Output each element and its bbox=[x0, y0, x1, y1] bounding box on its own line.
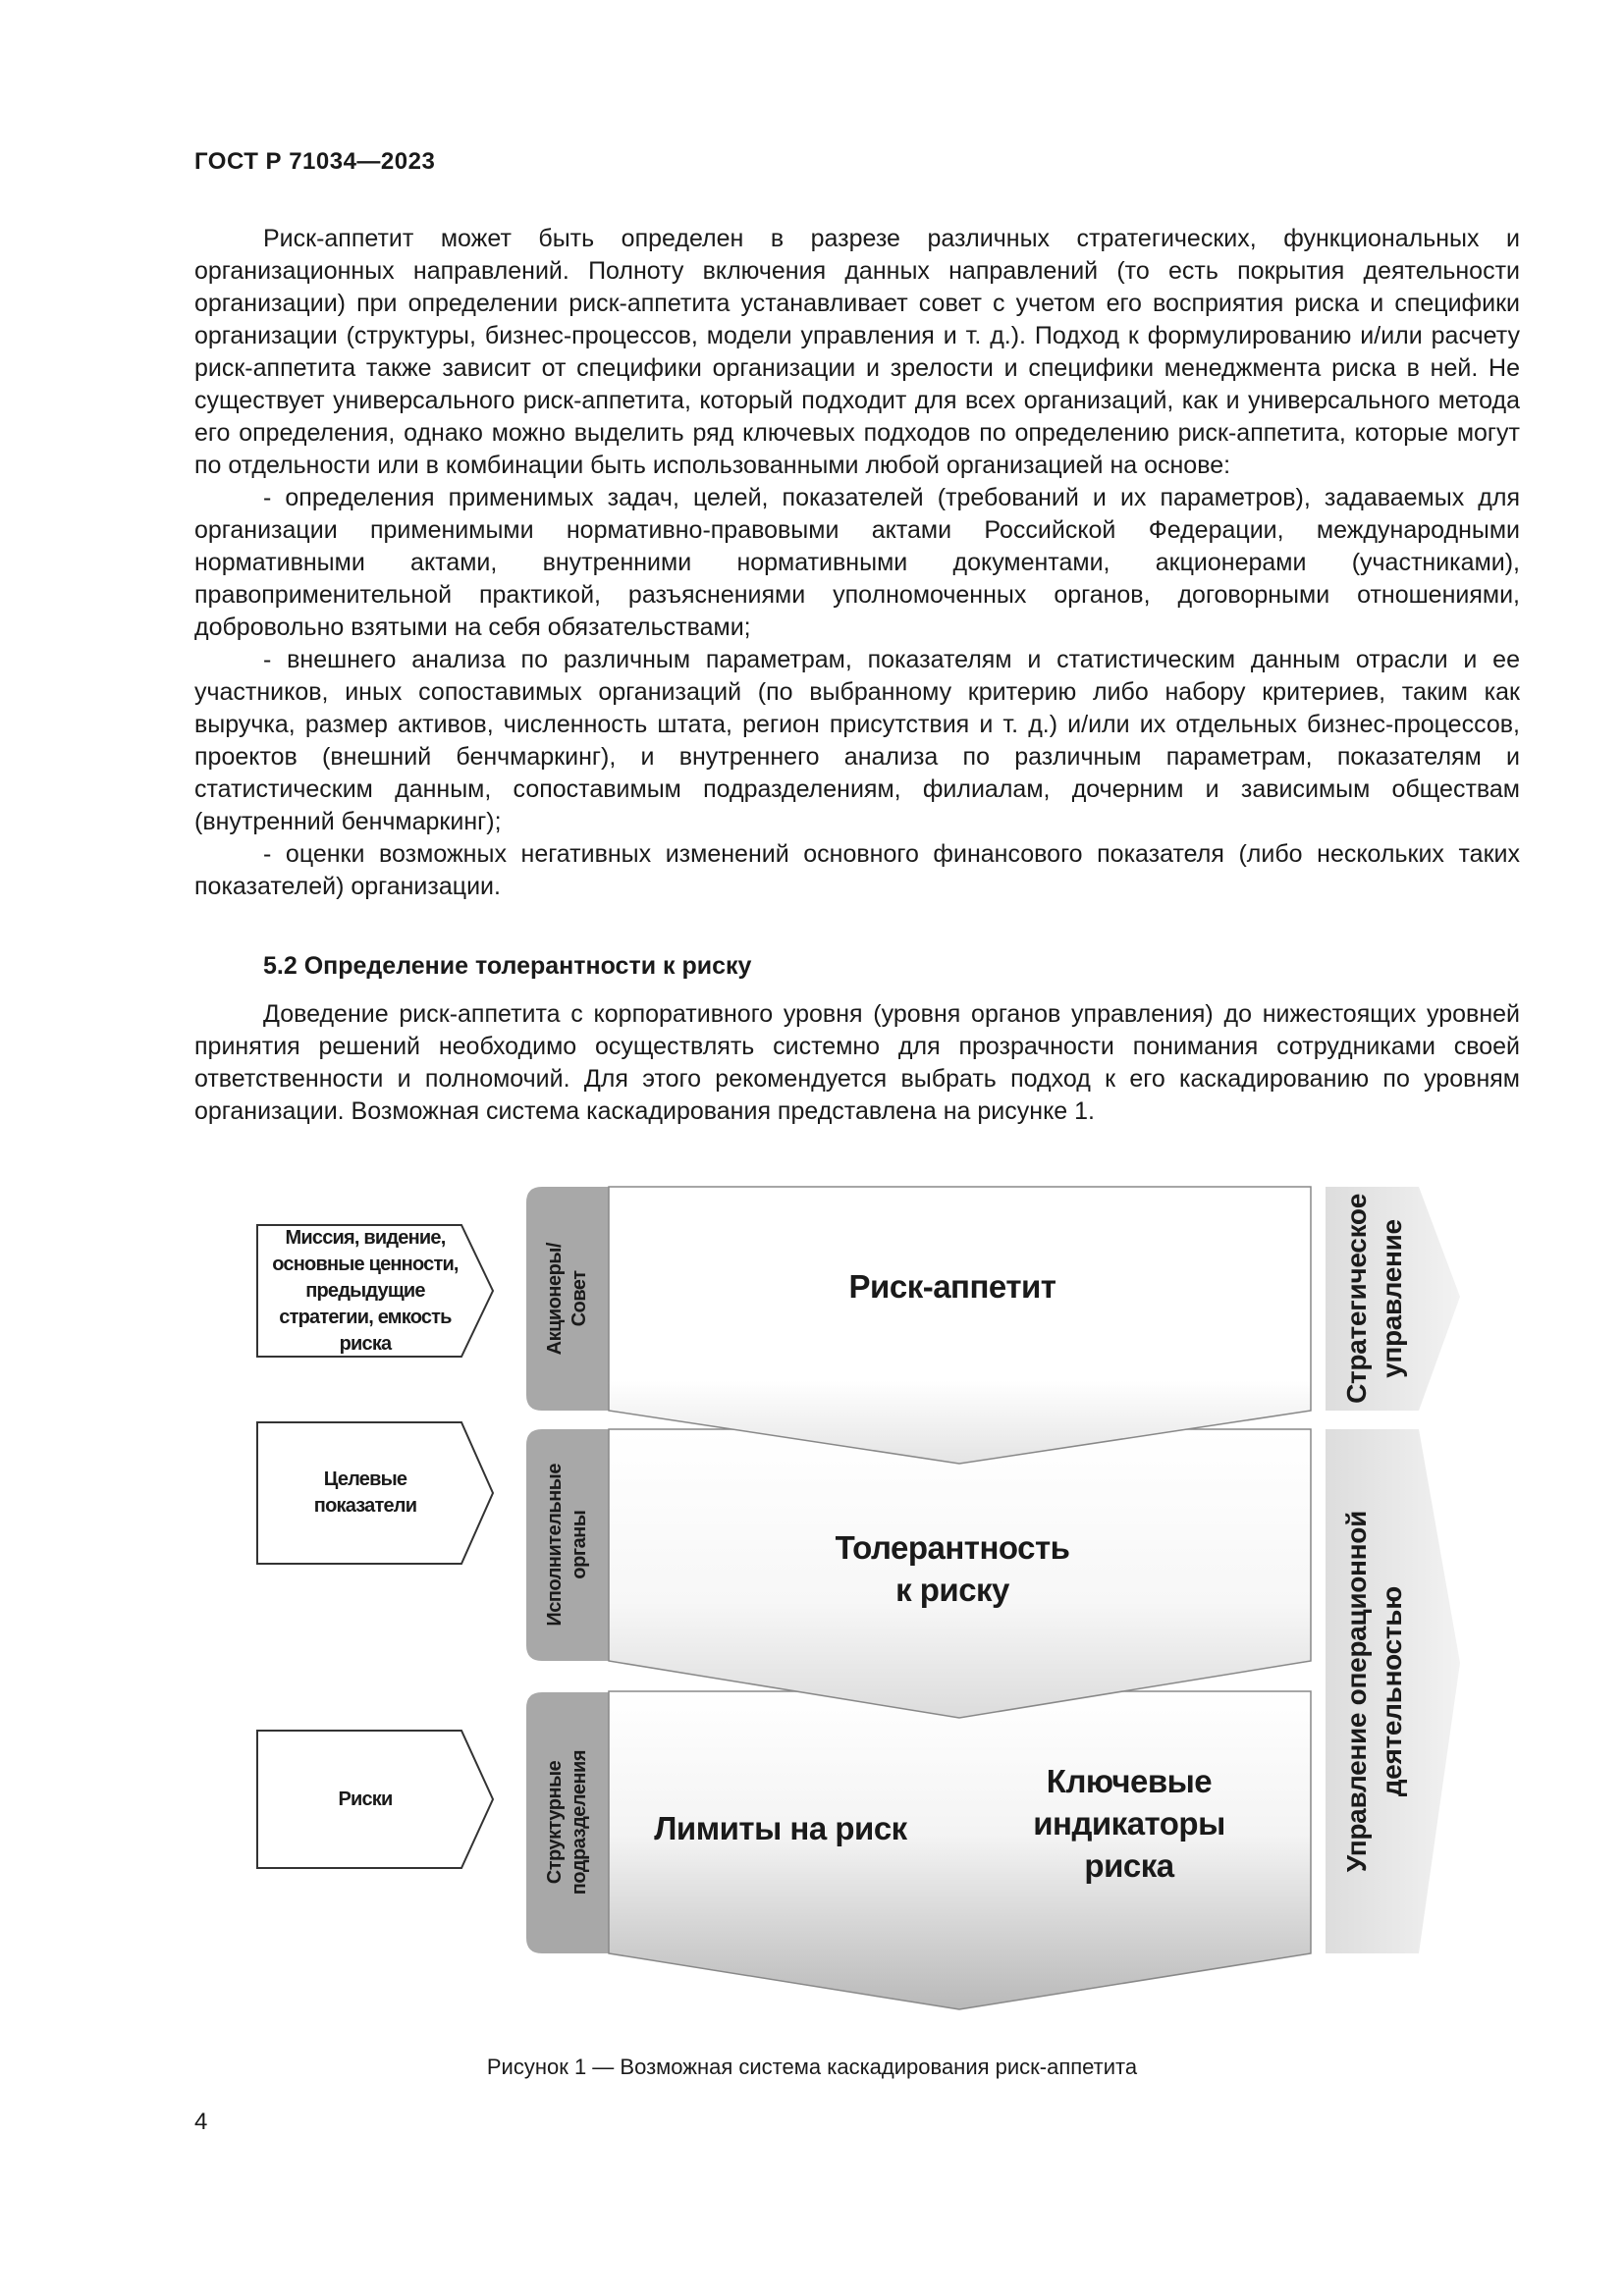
list-item: - внешнего анализа по различным параметрам, показателям и статистическим данным отрасли и ее участников, иных сопоставимых организаций (по выбранному критерию либо набору критериев, таким как выручка, размер активов, численность штата, регион присутствия и т. д.) и/или их отдельных бизнес-процессов, проектов (внешний бенчмаркинг), и внутреннего анализа по различным параметрам, показателям и статистическим данным, сопоставимым подразделениям, филиалам, дочерним и зависимым обществам (внутренний бенчмаркинг); bbox=[194, 646, 1520, 835]
cascade-figure bbox=[236, 1173, 1473, 2027]
figure-caption: Рисунок 1 — Возможная система каскадирования риск-аппетита bbox=[486, 2055, 1138, 2079]
label-key-risk-indicators: Ключевые индикаторы риска bbox=[1033, 1762, 1225, 1884]
section-heading: 5.2 Определение толерантности к риску bbox=[263, 952, 752, 980]
tier-label-shareholders: Акционеры/ Совет bbox=[544, 1242, 590, 1356]
page-number: 4 bbox=[194, 2109, 208, 2135]
label-risk-appetite: Риск-аппетит bbox=[848, 1267, 1056, 1305]
list-item: - оценки возможных негативных изменений основного финансового показателя (либо нескольких таких показателей) организации. bbox=[194, 840, 1520, 900]
text-block-risk-appetite bbox=[194, 223, 1520, 903]
tier-label-wrap bbox=[526, 1692, 609, 1953]
side-label-strategic: Стратегическое управление bbox=[1341, 1194, 1407, 1404]
paragraph: Риск-аппетит может быть определен в разрезе различных стратегических, функциональных и организационных направлений. Полноту включения данных направлений (то есть покрытия деятельности организации) при определении риск-аппетита устанавливает совет с учетом его восприятия риска и специфики организации (структуры, бизнес-процессов, модели управления и т. д.). Подход к формулированию и/или расчету риск-аппетита также зависит от специфики организации и зрелости и специфики менеджмента риска в ней. Не существует универсального риск-аппетита, который подходит для всех организаций, как и универсального метода его определения, однако можно выделить ряд ключевых подходов по определению риск-аппетита, которые могут по отдельности или в комбинации быть использованными любой организацией на основе: bbox=[194, 225, 1520, 479]
tier-label-units: Структурные подразделения bbox=[544, 1750, 590, 1896]
side-label-wrap bbox=[1326, 1429, 1424, 1953]
tier-label-executive: Исполнительные органы bbox=[544, 1464, 590, 1627]
text-block-tolerance bbox=[194, 998, 1520, 1128]
input-label-mission: Миссия, видение, основные ценности, предыдущие стратегии, емкость риска bbox=[272, 1226, 459, 1355]
main-chevron-top bbox=[609, 1187, 1311, 1464]
input-label-targets: Целевые показатели bbox=[313, 1468, 417, 1517]
label-risk-limits: Лимиты на риск bbox=[654, 1809, 907, 1846]
document-code: ГОСТ Р 71034—2023 bbox=[194, 148, 436, 175]
label-risk-tolerance: Толерантность к риску bbox=[835, 1529, 1070, 1608]
list-item: - определения применимых задач, целей, показателей (требований и их параметров), задаваемых для организации применимыми нормативно-правовыми актами Российской Федерации, международными нормативными актами, внутренними нормативными документами, акционерами (участниками), правоприменительной практикой, разъяснениями уполномоченных органов, договорными отношениями, добровольно взятыми на себя обязательствами; bbox=[194, 484, 1520, 641]
tier-label-wrap bbox=[526, 1429, 609, 1661]
side-label-wrap bbox=[1326, 1187, 1424, 1411]
paragraph: Доведение риск-аппетита с корпоративного уровня (уровня органов управления) до нижестоящих уровней принятия решений необходимо осуществлять системно для прозрачности понимания сотрудниками своей ответственности и полномочий. Для этого рекомендуется выбрать подход к его каскадированию по уровням организации. Возможная система каскадирования представлена на рисунке 1. bbox=[194, 1000, 1520, 1125]
side-label-operational: Управление операционной деятельностью bbox=[1341, 1510, 1407, 1873]
input-label-risks: Риски bbox=[338, 1788, 393, 1810]
tier-label-wrap bbox=[526, 1187, 609, 1411]
